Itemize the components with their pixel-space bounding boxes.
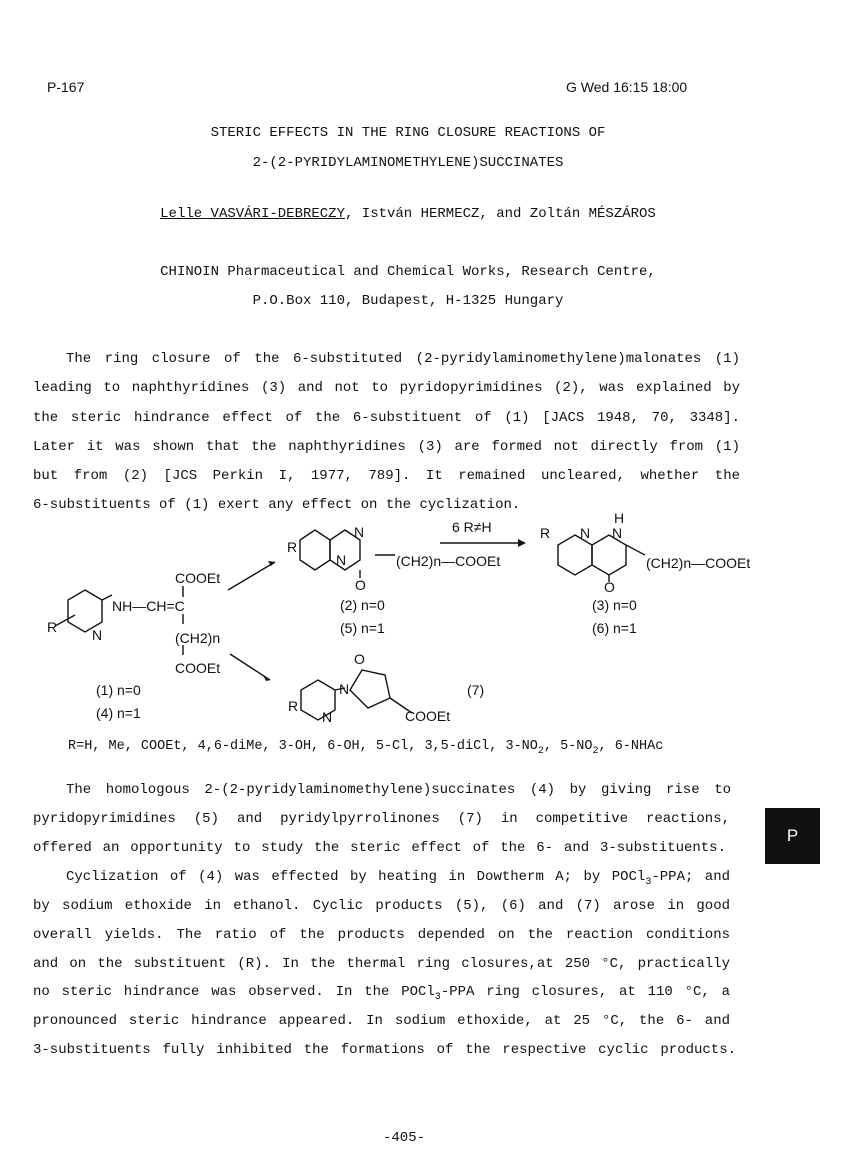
- para3-line: and on the substituent (R). In the thermal ring closures,at 250 °C, practically: [33, 956, 730, 972]
- compound-label: (4) n=1: [96, 705, 141, 721]
- compound-label: (2) n=0: [340, 597, 385, 613]
- substituents-part: , 6-NHAc: [598, 739, 664, 754]
- title-line-1: STERIC EFFECTS IN THE RING CLOSURE REACTIONS OF: [210, 125, 606, 141]
- cooet-top: COOEt: [175, 570, 221, 586]
- pyridine-ring-1: [68, 590, 102, 632]
- r-label: R: [540, 525, 551, 541]
- para1-line: leading to naphthyridines (3) and not to pyridopyrimidines (2), was explained by: [33, 380, 740, 396]
- para1-line: 6-substituents of (1) exert any effect on the cyclization.: [33, 497, 521, 513]
- para3-line: by sodium ethoxide in ethanol. Cyclic products (5), (6) and (7) arose in good: [33, 898, 730, 914]
- presenting-author: Lelle VASVÁRI-DEBRECZY: [160, 206, 345, 222]
- section-tab: P: [765, 808, 820, 864]
- para3-line: overall yields. The ratio of the products depended on the reaction conditions: [33, 927, 730, 943]
- para2-line: The homologous 2-(2-pyridylaminomethylene)succinates (4) by giving rise to: [66, 782, 731, 798]
- subscript: 3: [645, 877, 652, 888]
- r-label: R: [288, 698, 299, 714]
- subscript: 3: [434, 992, 441, 1003]
- arrow-condition: 6 R≠H: [452, 519, 492, 535]
- para2-line: offered an opportunity to study the steric effect of the 6- and 3-substituents.: [33, 840, 726, 856]
- substituents-part: , 5-NO: [543, 739, 593, 754]
- n-label: N: [336, 552, 347, 568]
- para3-line: [66, 868, 730, 886]
- n-label: N: [92, 627, 103, 643]
- r-label: R: [47, 619, 58, 635]
- o-label: O: [604, 579, 615, 595]
- para1-line: Later it was shown that the naphthyridines (3) are formed not directly from (1): [33, 439, 740, 455]
- para3-line: 3-substituents fully inhibited the formations of the respective cyclic products.: [33, 1042, 736, 1058]
- co-authors: , István HERMECZ, and Zoltán MÉSZÁROS: [344, 206, 656, 222]
- para1-line: but from (2) [JCS Perkin I, 1977, 789]. It remained uncleared, whether the: [33, 468, 740, 484]
- para3-line: [33, 983, 730, 1001]
- o-label: O: [355, 577, 366, 593]
- h-label: H: [614, 510, 625, 526]
- o-label: O: [354, 651, 365, 667]
- compound-label: (3) n=0: [592, 597, 637, 613]
- text: -PPA; and: [651, 869, 730, 885]
- affiliation-line-1: CHINOIN Pharmaceutical and Chemical Works, Research Centre,: [160, 264, 656, 280]
- n-label: N: [354, 524, 365, 540]
- side-chain: (CH2)n—COOEt: [396, 553, 501, 569]
- compound-label: (1) n=0: [96, 682, 141, 698]
- text: Cyclization of (4) was effected by heating in Dowtherm A; by POCl: [66, 869, 646, 885]
- n-label: N: [580, 525, 591, 541]
- nh-chain: NH—CH=C: [112, 598, 185, 614]
- compound-label: (6) n=1: [592, 620, 637, 636]
- para2-line: pyridopyrimidines (5) and pyridylpyrrolinones (7) in competitive reactions,: [33, 811, 730, 827]
- para1-line: the steric hindrance effect of the 6-substituent of (1) [JACS 1948, 70, 3348].: [33, 410, 740, 426]
- affiliation-line-2: P.O.Box 110, Budapest, H-1325 Hungary: [252, 293, 564, 309]
- abstract-code: P-167: [47, 79, 85, 95]
- substituent-list: [68, 738, 663, 756]
- text: no steric hindrance was observed. In the POCl: [33, 984, 435, 1000]
- authors: [0, 205, 816, 223]
- session-info: G Wed 16:15 18:00: [566, 79, 688, 95]
- r-label: R: [287, 539, 298, 555]
- subscript: 2: [537, 746, 544, 757]
- n-label: N: [339, 681, 350, 697]
- substituents-part: R=H, Me, COOEt, 4,6-diMe, 3-OH, 6-OH, 5-Cl, 3,5-diCl, 3-NO: [68, 739, 538, 754]
- compound-label: (7): [467, 682, 485, 698]
- cooet-bottom: COOEt: [175, 660, 221, 676]
- cooet: COOEt: [405, 708, 451, 724]
- ch2n: (CH2)n: [175, 630, 221, 646]
- text: -PPA ring closures, at 110 °C, a: [440, 984, 730, 1000]
- compound-label: (5) n=1: [340, 620, 385, 636]
- page-number: -405-: [383, 1130, 426, 1146]
- side-chain: (CH2)n—COOEt: [646, 555, 751, 571]
- para3-line: pronounced steric hindrance appeared. In sodium ethoxide, at 25 °C, the 6- and: [33, 1013, 730, 1029]
- para1-line: The ring closure of the 6-substituted (2-pyridylaminomethylene)malonates (1): [66, 351, 740, 367]
- n-label: N: [612, 525, 623, 541]
- n-label: N: [322, 709, 333, 725]
- subscript: 2: [592, 746, 599, 757]
- reaction-scheme: [0, 510, 850, 750]
- title-line-2: 2-(2-PYRIDYLAMINOMETHYLENE)SUCCINATES: [252, 155, 564, 171]
